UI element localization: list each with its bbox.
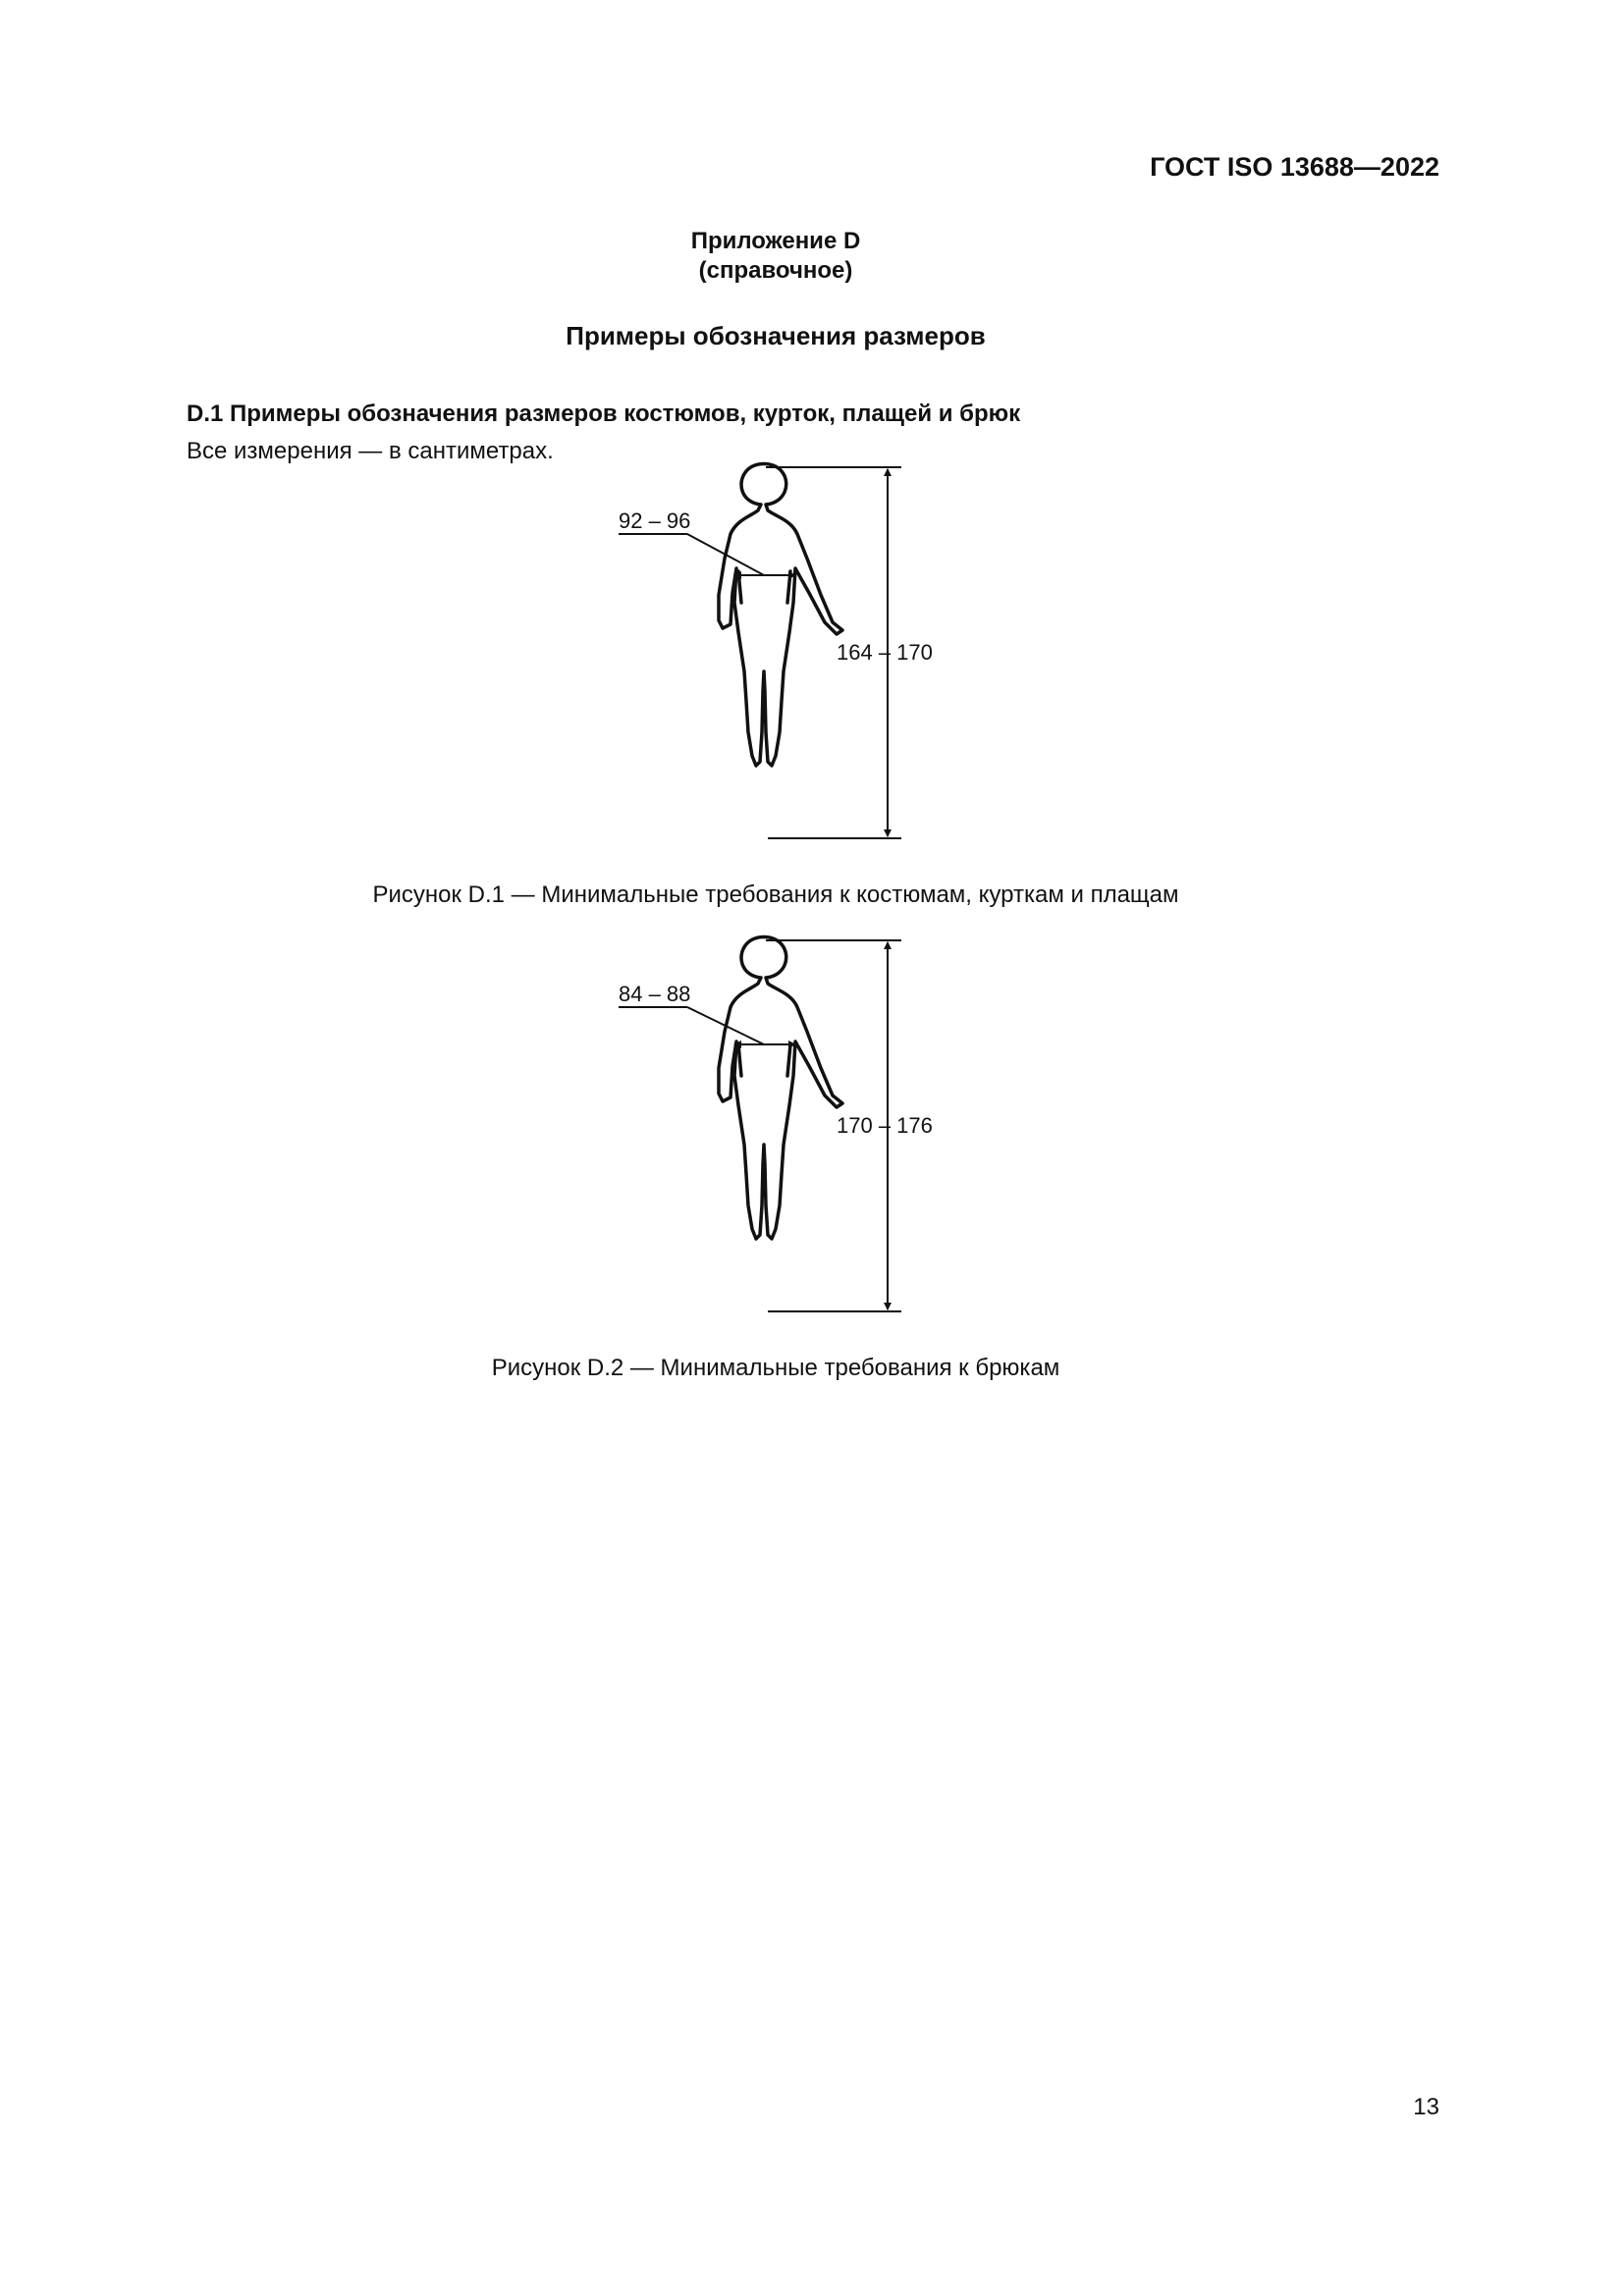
girth-label: 92 – 96 bbox=[619, 508, 691, 533]
figure-d2-caption: Рисунок D.2 — Минимальные требования к брюкам bbox=[491, 1355, 1060, 1381]
document-code: ГОСТ ISO 13688—2022 bbox=[1150, 152, 1439, 182]
figure-d1-caption: Рисунок D.1 — Минимальные требования к костюмам, курткам и плащам bbox=[372, 881, 1179, 908]
figure-d2-drawing bbox=[589, 929, 962, 1321]
appendix-title: Приложение D bbox=[690, 228, 861, 254]
units-note: Все измерения — в сантиметрах. bbox=[187, 438, 554, 464]
girth-label: 84 – 88 bbox=[619, 982, 691, 1006]
figure-d1 bbox=[589, 455, 962, 848]
human-figure-outline bbox=[719, 937, 842, 1240]
height-label: 164 – 170 bbox=[837, 640, 933, 665]
figure-d1-drawing bbox=[589, 455, 962, 848]
page-number: 13 bbox=[1413, 2094, 1439, 2120]
height-label: 170 – 176 bbox=[837, 1113, 933, 1138]
human-figure-outline bbox=[719, 464, 842, 767]
section-title: Примеры обозначения размеров bbox=[566, 321, 986, 350]
subsection-heading: D.1 Примеры обозначения размеров костюмов, курток, плащей и брюк bbox=[187, 400, 1021, 427]
figure-d2 bbox=[589, 929, 962, 1321]
appendix-type: (справочное) bbox=[698, 257, 853, 284]
